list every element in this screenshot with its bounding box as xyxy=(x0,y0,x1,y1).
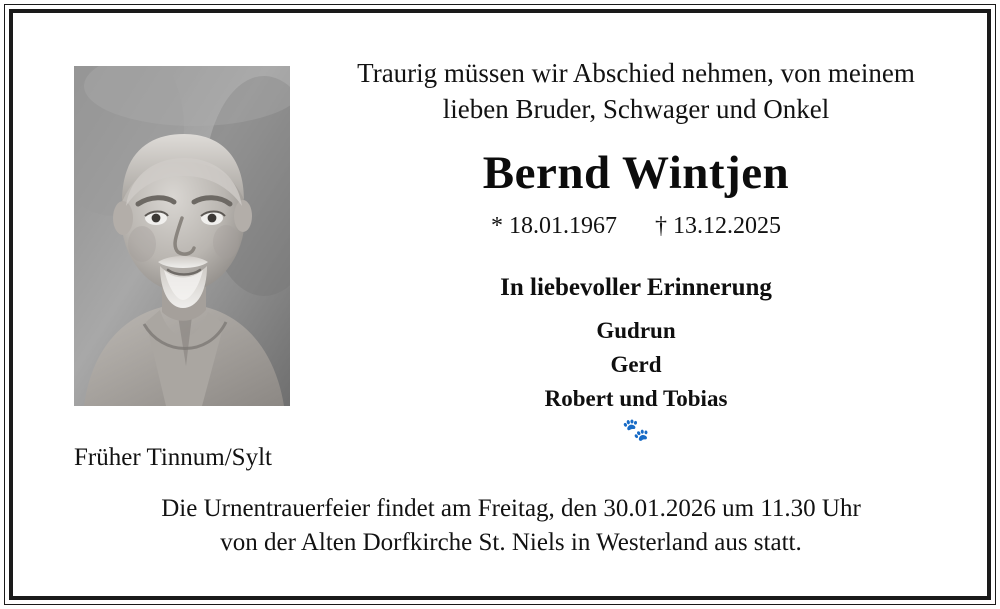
list-item: Gudrun xyxy=(596,318,676,343)
ceremony-details xyxy=(56,492,966,560)
portrait-photo xyxy=(74,66,290,406)
intro-line-1: Traurig müssen wir Abschied nehmen, von meinem xyxy=(357,58,915,88)
list-item: Gerd xyxy=(610,352,662,378)
former-residence: Früher Tinnum/Sylt xyxy=(74,444,272,471)
notice-content xyxy=(16,16,984,593)
intro-text xyxy=(306,56,966,127)
ceremony-line-1: Die Urnentrauerfeier findet am Freitag, den 30.01.2026 um 11.30 Uhr xyxy=(161,495,861,522)
life-dates xyxy=(306,213,966,240)
survivors-list xyxy=(306,314,966,416)
deceased-name: Bernd Wintjen xyxy=(482,147,790,199)
ceremony-line-2: von der Alten Dorfkirche St. Niels in Westerland aus statt. xyxy=(220,529,802,556)
intro-line-2: lieben Bruder, Schwager und Onkel xyxy=(442,93,830,124)
memoriam-line: In liebevoller Erinnerung xyxy=(500,274,772,301)
death-date: † 13.12.2025 xyxy=(655,213,781,239)
birth-date: * 18.01.1967 xyxy=(491,213,617,239)
list-item: Robert und Tobias xyxy=(544,386,728,412)
paw-print-icon: 🐾 xyxy=(622,417,650,442)
